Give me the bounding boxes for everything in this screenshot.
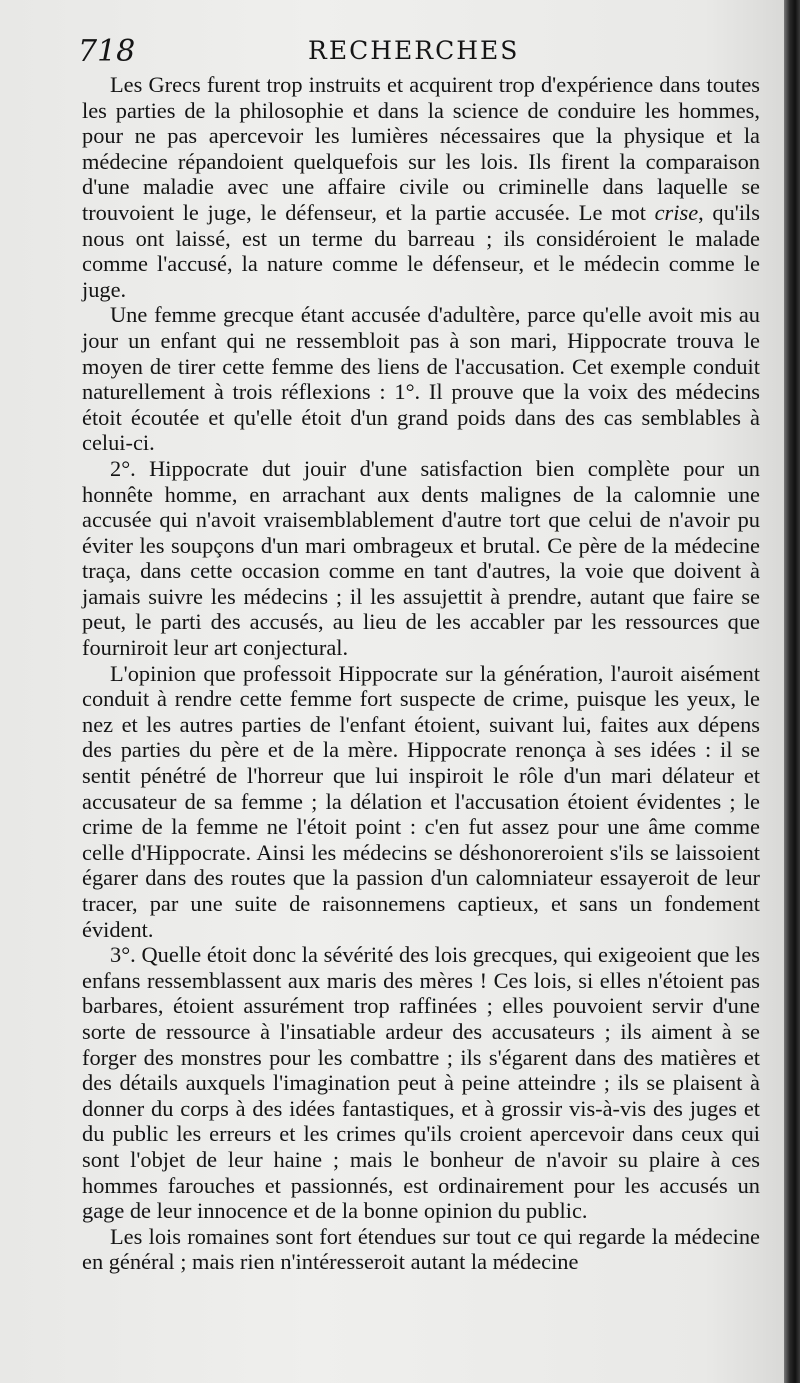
page-number: 718: [78, 34, 136, 69]
paragraph-second-reflection: 2°. Hippocrate dut jouir d'une satisfaction bien complète pour un honnête homme, en arrachant aux dents malignes de la calomnie une accusée qui n'avoit vraisemblablement d'autre tort que celui de n'avoir pu éviter les soupçons d'un mari ombrageux et brutal. Ce père de la médecine traça, dans cette occasion comme en tant d'autres, la voie que doivent à jamais suivre les médecins ; il les assujettit à prendre, autant que faire se peut, le parti des accusés, au lieu de les accabler par les ressources que fourniroit leur art conjectural.: [82, 455, 760, 661]
italic-term-crise: crise: [654, 199, 699, 225]
book-spine-shadow: [784, 0, 800, 1383]
running-head: RECHERCHES: [308, 36, 520, 65]
paragraph-greek-woman-adultery: Une femme grecque étant accusée d'adultère, parce qu'elle avoit mis au jour un enfant qui ne ressembloit pas à son mari, Hippocrate trouva le moyen de tirer cette femme des liens de l'accusation. Cet exemple conduit naturellement à trois réflexions : 1°. Il prouve que la voix des médecins étoit écoutée et qu'elle étoit d'un grand poids dans des cas semblables à celui-ci.: [82, 302, 760, 456]
paragraph-third-reflection: 3°. Quelle étoit donc la sévérité des lois grecques, qui exigeoient que les enfans ressemblassent aux maris des mères ! Ces lois, si elles n'étoient pas barbares, étoient assurément trop raffinées ; elles pouvoient servir d'une sorte de ressource à l'insatiable ardeur des accusateurs ; ils aiment à se forger des monstres pour les combattre ; ils s'égarent dans des matières et des détails auxquels l'imagination peut à peine atteindre ; ils se plaisent à donner du corps à des idées fantastiques, et à grossir vis-à-vis des juges et du public les erreurs et les crimes qu'ils croient apercevoir dans ceux qui sont l'objet de leur haine ; mais le bonheur de n'avoir su plaire à ces hommes farouches et passionnés, est ordinairement pour les accusés un gage de leur innocence et de la bonne opinion du public.: [82, 942, 760, 1224]
paragraph-roman-laws: Les lois romaines sont fort étendues sur tout ce qui regarde la médecine en général ; mais rien n'intéresseroit autant la médecine: [82, 1223, 760, 1275]
body-text: [82, 72, 760, 1275]
page-header: [78, 30, 768, 76]
paragraph-hippocrates-generation: L'opinion que professoit Hippocrate sur la génération, l'auroit aisément conduit à rendre cette femme fort suspecte de crime, puisque les yeux, le nez et les autres parties de l'enfant étoient, suivant lui, faites aux dépens des parties du père et de la mère. Hippocrate renonça à ses idées : il se sentit pénétré de l'horreur que lui inspiroit le rôle d'un mari délateur et accusateur de sa femme ; la délation et l'accusation étoient évidentes ; le crime de la femme ne l'étoit point : c'en fut assez pour une âme comme celle d'Hippocrate. Ainsi les médecins se déshonoreroient s'ils se laissoient égarer dans des routes que la passion d'un calomniateur essayeroit de leur tracer, par une suite de raisonnemens captieux, et sans un fondement évident.: [82, 660, 760, 942]
paragraph-greeks-crisis: Les Grecs furent trop instruits et acquirent trop d'expérience dans toutes les parties de la philosophie et dans la science de conduire les hommes, pour ne pas apercevoir les lumières nécessaires que la physique et la médecine répandoient quelquefois sur les lois. Ils firent la comparaison d'une maladie avec une affaire civile ou criminelle dans laquelle se trouvoient le juge, le défenseur, et la partie accusée. Le mot crise, qu'ils nous ont laissé, est un terme du barreau ; ils considéroient le malade comme l'accusé, la nature comme le défenseur, et le médecin comme le juge.: [82, 72, 760, 302]
